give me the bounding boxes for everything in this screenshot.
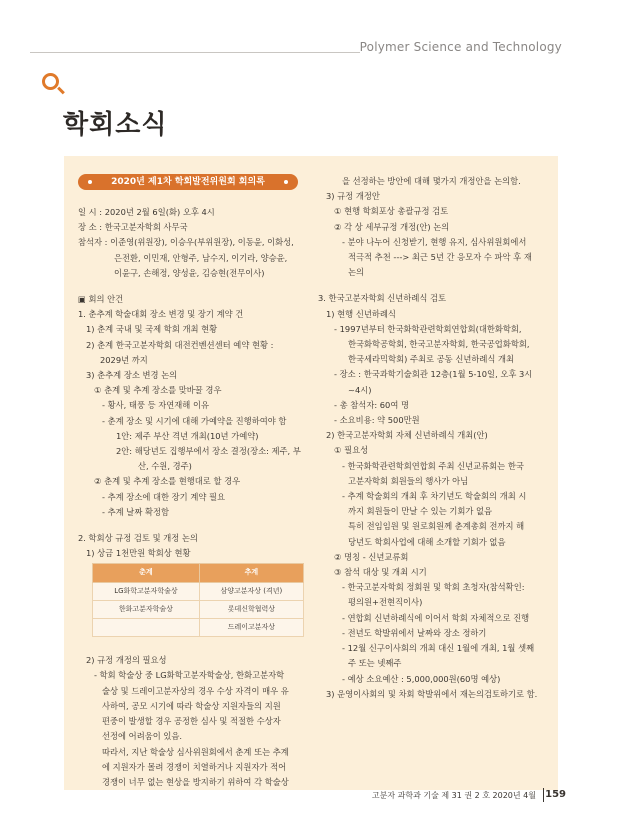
header-rule: [30, 52, 360, 53]
agenda-line: 2029년 까지: [100, 354, 148, 365]
banner-left-dot-icon: [88, 180, 92, 184]
agenda-line: 에 지원자가 몰려 경쟁이 치열하거나 지원자가 적어: [102, 761, 287, 772]
award-table-cell: LG화학고분자학술상: [93, 582, 200, 600]
award-table-header: 춘계: [93, 564, 200, 582]
agenda-line: 2. 학회상 규정 검토 및 개정 논의: [78, 533, 198, 544]
footer-journal: 고분자 과학과 기술 제 31 권 2 호 2020년 4월: [371, 791, 536, 800]
agenda-line: - 한국고분자학회 정회원 및 학회 초청자(참석확인:: [342, 582, 525, 593]
agenda-line: 3. 한국고분자학회 신년하례식 검토: [318, 293, 447, 304]
agenda-heading: ▣ 회의 안건: [78, 294, 124, 305]
agenda-line: 산, 수원, 경주): [138, 461, 192, 472]
agenda-line: 1) 현행 신년하례식: [326, 308, 396, 319]
agenda-line: 2) 춘계 한국고분자학회 대전컨벤션센터 예약 현황 :: [86, 339, 274, 350]
meeting-place: 장 소 : 한국고분자학회 사무국: [78, 222, 188, 233]
agenda-line: 선정에 어려움이 있음.: [102, 731, 183, 742]
agenda-line: 2안: 해당년도 집행부에서 장소 결정(장소: 제주, 부: [116, 446, 301, 457]
agenda-line: - 전년도 학발위에서 날짜와 장소 정하기: [342, 627, 487, 638]
banner-right-dot-icon: [284, 180, 288, 184]
agenda-line: 논의: [348, 267, 365, 278]
award-table-cell: 드레이고분자상: [199, 619, 303, 637]
meeting-attendees: 은전환, 이민재, 안형주, 남수지, 이기라, 양승윤,: [114, 252, 288, 263]
agenda-line: 까지 회원들이 만날 수 있는 기회가 없음: [348, 506, 493, 517]
award-table-cell: [93, 619, 200, 637]
award-table-header: 추계: [199, 564, 303, 582]
agenda-line: 적극적 추천 ---> 최근 5년 간 응모자 수 파악 후 재: [348, 252, 532, 263]
agenda-line: 특히 전임임원 및 원로회원께 춘계총회 전까지 해: [348, 521, 525, 532]
agenda-line: - 분야 나누어 신청받기, 현행 유지, 심사위원회에서: [342, 236, 527, 247]
agenda-line: 한국세라믹학회) 주최로 공동 신년하례식 개최: [348, 354, 515, 365]
meeting-date: 일 시 : 2020년 2월 6일(화) 오후 4시: [78, 207, 215, 217]
award-table-cell: 한화고분자학술상: [93, 600, 200, 618]
agenda-line: 1) 상금 1천만원 학회상 현황: [86, 548, 191, 559]
agenda-line: 한국화학공학회, 한국고분자학회, 한국공업화학회,: [348, 339, 530, 350]
agenda-line: ③ 참석 대상 및 개최 시기: [334, 567, 427, 578]
award-table-cell: 롯데신학협력상: [199, 600, 303, 618]
agenda-line: - 연합회 신년하례식에 이어서 학회 자체적으로 진행: [342, 612, 530, 623]
footer-divider: [543, 788, 544, 802]
agenda-line: 2) 규정 개정의 필요성: [86, 655, 167, 666]
agenda-line: 경쟁이 너무 없는 현상을 방지하기 위하여 각 학술상: [102, 776, 289, 787]
agenda-line: - 추계 장소에 대한 장기 계약 필요: [102, 491, 226, 502]
agenda-line: - 1997년부터 한국화학관련학회연합회(대한화학회,: [334, 323, 522, 334]
agenda-line: ① 춘계 및 추계 장소를 맞바꿀 경우: [94, 385, 222, 396]
page-number: 159: [545, 789, 566, 800]
agenda-line: 1안: 제주 부산 격년 개최(10년 가예약): [116, 430, 259, 441]
left-column: [78, 205, 304, 790]
journal-header: Polymer Science and Technology: [359, 40, 562, 54]
agenda-line: ~4시): [348, 384, 372, 395]
agenda-line: 3) 규정 개정안: [326, 191, 380, 202]
agenda-line: ① 현행 학회포상 총괄규정 검토: [334, 206, 449, 217]
meeting-attendees: 이윤구, 손해정, 양성윤, 김승현(전무이사): [114, 267, 265, 278]
agenda-line: - 한국화학관련학회연합회 주최 신년교류회는 한국: [342, 460, 524, 471]
agenda-line: - 추계 학술회의 개최 후 차기년도 학술회의 개최 시: [342, 491, 527, 502]
agenda-line: 사하여, 공모 시기에 따라 학술상 지원자들의 지원: [102, 700, 281, 711]
agenda-line: - 12월 신구이사회의 개최 대신 1월에 개최, 1월 셋째: [342, 643, 535, 654]
agenda-line: 1. 춘추계 학술대회 장소 변경 및 장기 계약 건: [78, 309, 244, 320]
agenda-line: ① 필요성: [334, 445, 369, 456]
agenda-line: ② 춘계 및 추계 장소를 현행대로 할 경우: [94, 476, 241, 487]
agenda-line: ② 명칭 - 신년교류회: [334, 551, 409, 562]
banner-text: 2020년 제1차 학회발전위원회 회의록: [111, 177, 265, 187]
section-ring-tail: [57, 87, 65, 95]
agenda-line: - 총 참석자: 60여 명: [334, 399, 409, 410]
agenda-line: 1) 춘계 국내 및 국제 학회 개최 현황: [86, 324, 218, 335]
agenda-line: 편중이 발생할 경우 공정한 심사 및 적절한 수상자: [102, 716, 281, 727]
award-table: [92, 563, 304, 637]
meeting-attendees: 참석자 : 이준영(위원장), 이승우(부위원장), 이동윤, 이화성,: [78, 237, 294, 248]
agenda-line: 3) 춘추계 장소 변경 논의: [86, 370, 178, 381]
meeting-banner: [78, 174, 298, 190]
agenda-line: 당년도 학회사업에 대해 소개할 기회가 없음: [348, 536, 506, 547]
page-footer: [340, 788, 566, 802]
agenda-line: 고분자학회 회원들의 행사가 아님: [348, 475, 469, 486]
agenda-line: 3) 운영이사회의 및 차회 학발위에서 재논의검토하기로 함.: [326, 688, 538, 699]
agenda-line: - 추계 날짜 확정함: [102, 506, 170, 517]
agenda-line: - 황사, 태풍 등 자연재해 이유: [102, 400, 209, 411]
agenda-line: 주 또는 넷째주: [348, 658, 402, 669]
agenda-line: 2) 한국고분자학회 자체 신년하례식 개최(안): [326, 430, 488, 441]
agenda-line: - 소요비용: 약 500만원: [334, 415, 420, 426]
agenda-line: 평의원+전현직이사): [348, 597, 423, 608]
agenda-line: - 장소 : 한국과학기술회관 12층(1월 5-10일, 오후 3시: [334, 369, 533, 380]
agenda-line: 을 선정하는 방안에 대해 몇가지 개정안을 논의함.: [342, 176, 521, 186]
agenda-line: - 학회 학술상 중 LG화학고분자학술상, 한화고분자학: [94, 670, 285, 681]
agenda-line: ② 각 상 세부규정 개정(안) 논의: [334, 221, 450, 232]
right-column: [318, 174, 537, 702]
award-table-cell: 삼양고분자상 (격년): [199, 582, 303, 600]
agenda-line: - 예상 소요예산 : 5,000,000원(60명 예상): [342, 673, 501, 684]
agenda-line: - 춘계 장소 및 시기에 대해 가예약을 진행하여야 함: [102, 415, 287, 426]
section-title: 학회소식: [63, 110, 168, 140]
agenda-line: 술상 및 드레이고분자상의 경우 수상 자격이 매우 유: [102, 685, 289, 696]
agenda-line: 따라서, 지난 학술상 심사위원회에서 춘계 또는 추계: [102, 746, 289, 757]
